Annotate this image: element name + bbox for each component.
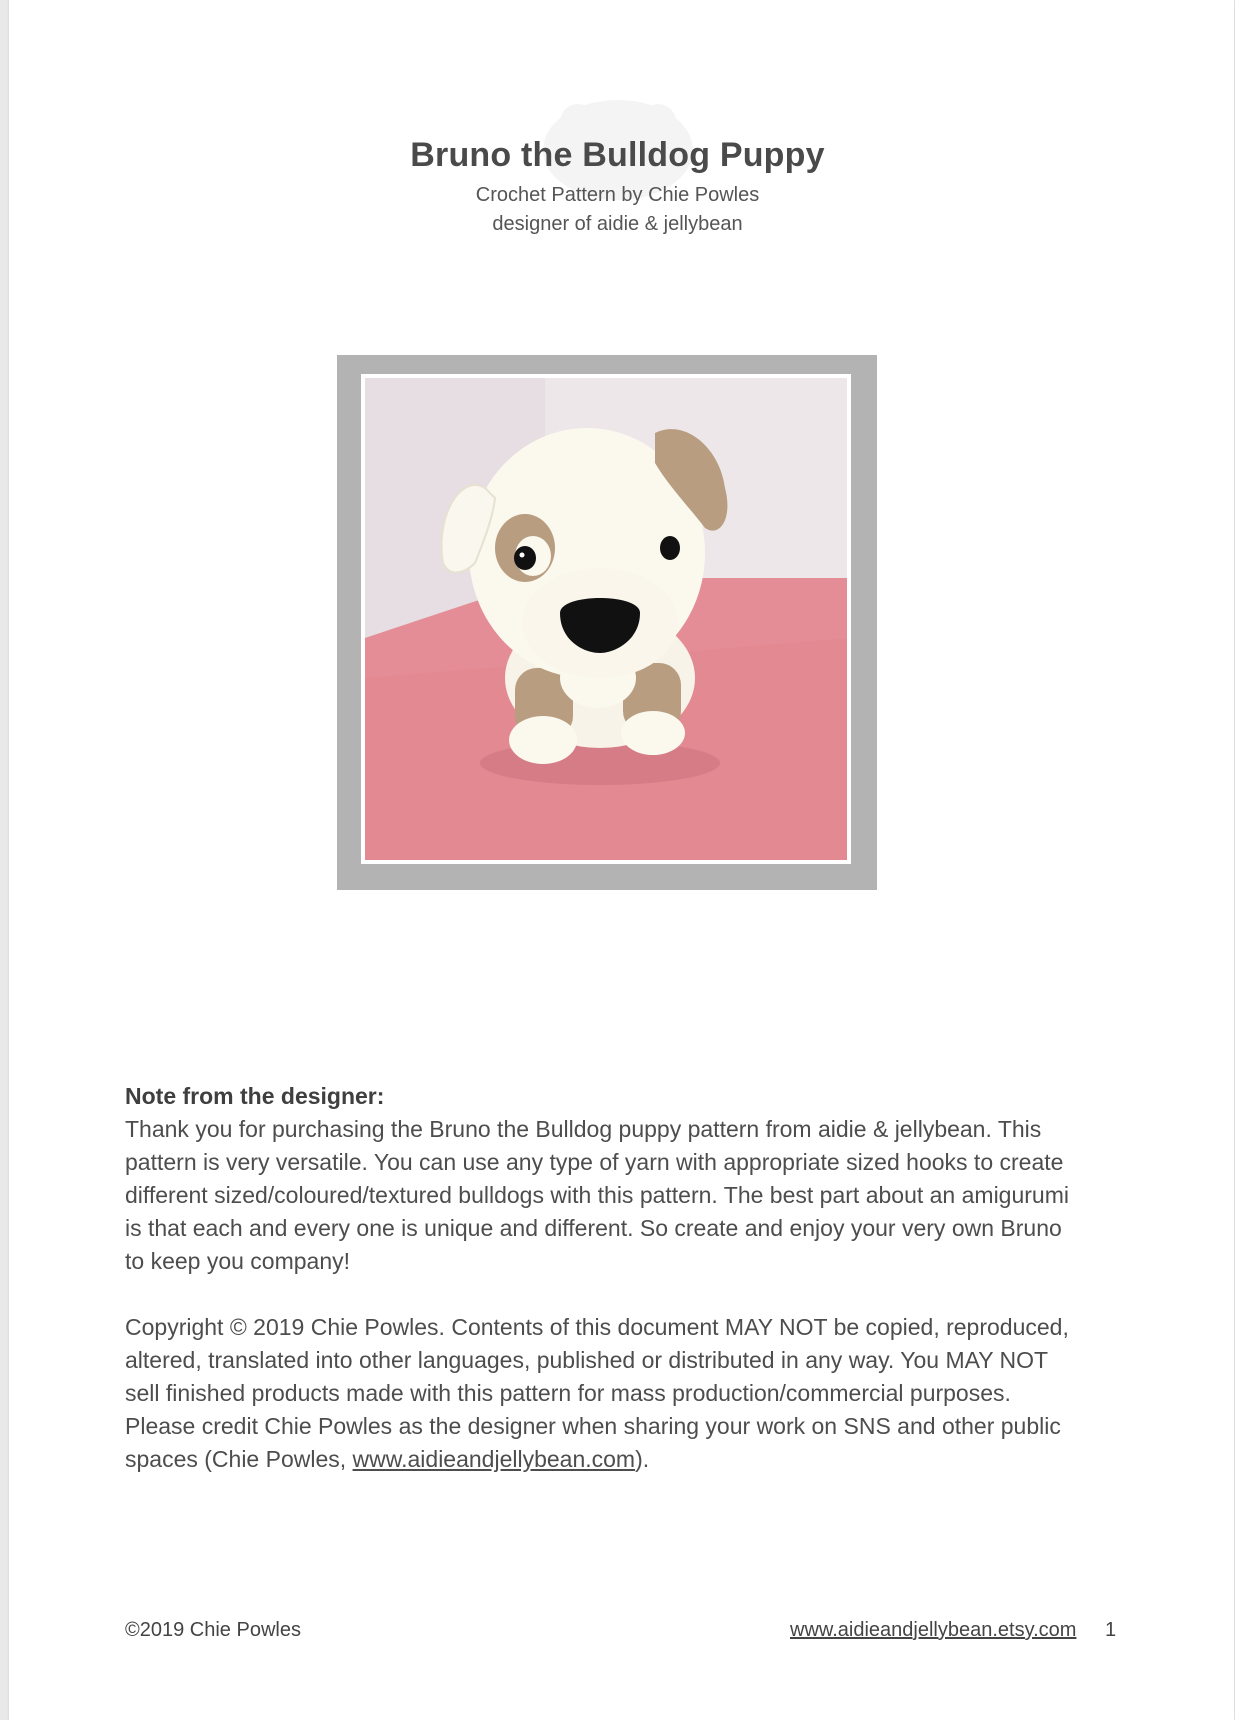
bulldog-photo bbox=[361, 374, 851, 864]
website-link[interactable]: www.aidieandjellybean.com bbox=[352, 1446, 636, 1472]
page-number: 1 bbox=[1105, 1619, 1117, 1641]
page-title: Bruno the Bulldog Puppy bbox=[410, 136, 825, 174]
footer-etsy-link[interactable]: www.aidieandjellybean.etsy.com bbox=[790, 1619, 1077, 1641]
photo-frame bbox=[337, 355, 877, 890]
copyright-text: Copyright © 2019 Chie Powles. Contents of this document MAY NOT be copied, reproduced, altered, translated into other languages, published or distributed in any way. You MAY NOT sell finished products made with this pattern for mass production/commercial purposes. Please credit Chie Powles as the designer when sharing your work on SNS and other public spaces (Chie Powles, bbox=[125, 1314, 1069, 1472]
copyright-notice bbox=[125, 1311, 1085, 1476]
designer-note bbox=[125, 1080, 1085, 1476]
footer-copyright: ©2019 Chie Powles bbox=[125, 1619, 301, 1641]
subtitle-designer: designer of aidie & jellybean bbox=[492, 213, 743, 235]
note-heading: Note from the designer: bbox=[125, 1083, 385, 1109]
copyright-end: ). bbox=[635, 1446, 650, 1472]
note-body: Thank you for purchasing the Bruno the Bulldog puppy pattern from aidie & jellybean. This pattern is very versatile. You can use any type of yarn with appropriate sized hooks to create different sized/coloured/textured bulldogs with this pattern. The best part about an amigurumi is that each and every one is unique and different. So create and enjoy your very own Bruno to keep you company! bbox=[125, 1116, 1069, 1274]
subtitle-author: Crochet Pattern by Chie Powles bbox=[475, 184, 760, 206]
